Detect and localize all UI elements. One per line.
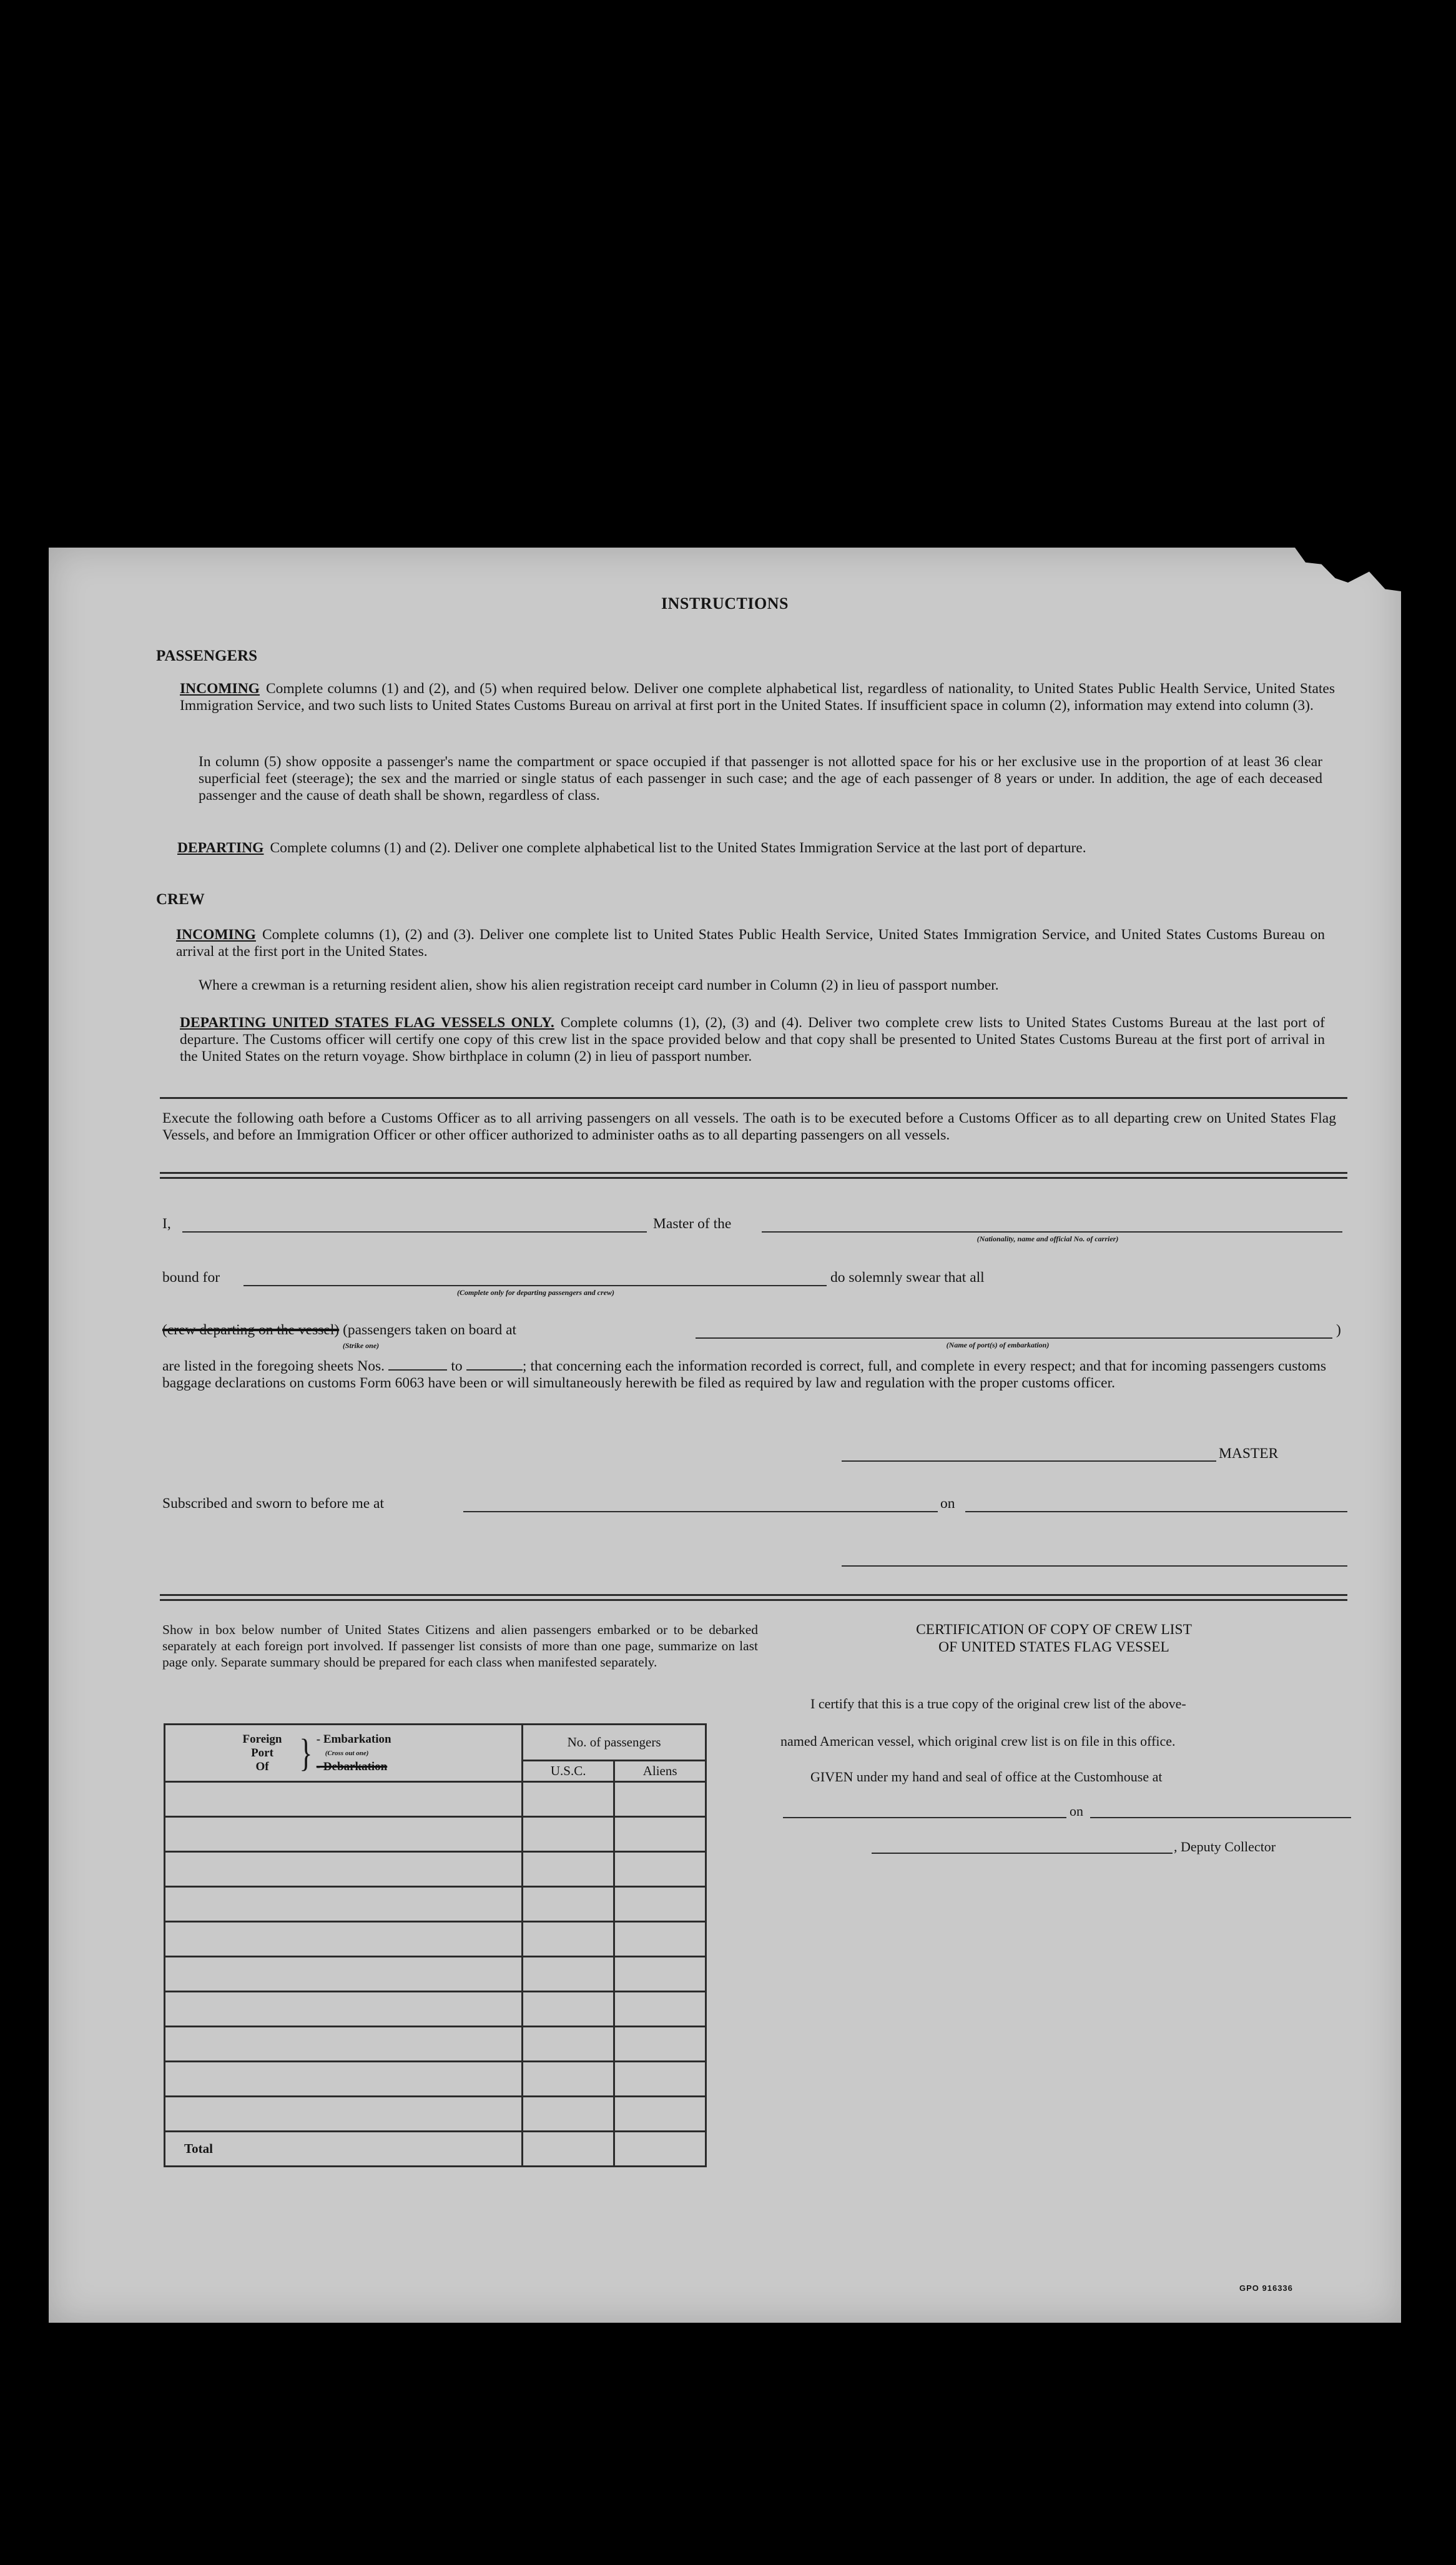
usc-header: U.S.C. xyxy=(523,1761,614,1782)
passengers-departing xyxy=(177,840,1326,857)
foreign-label: Foreign xyxy=(242,1732,282,1746)
oath-instructions: Execute the following oath before a Customs Officer as to all arriving passengers on all vessels. The oath is to be executed before a Customs Officer as to all departing crew on United States Flag Vessels, and before an Immigration Officer or other officer authorized to administer oaths as to all departing passengers on all vessels. xyxy=(162,1110,1336,1143)
aliens-cell[interactable] xyxy=(614,1887,706,1922)
port-cell[interactable] xyxy=(165,1782,523,1817)
strike-one-caption: (Strike one) xyxy=(342,1341,380,1350)
usc-cell[interactable] xyxy=(523,1782,614,1817)
sheets-statement xyxy=(162,1358,1326,1392)
bound-for-caption: (Complete only for departing passengers and crew) xyxy=(457,1288,614,1297)
usc-total-cell[interactable] xyxy=(523,2132,614,2167)
port-cell[interactable] xyxy=(165,1957,523,1992)
crew-resident-note: Where a crewman is a returning resident alien, show his alien registration receipt card number in Column (2) in lieu of passport number. xyxy=(199,977,999,993)
swear-text: do solemnly swear that all xyxy=(830,1269,985,1286)
port-cell[interactable] xyxy=(165,1817,523,1852)
close-paren: ) xyxy=(1336,1322,1341,1338)
certify-line-1: I certify that this is a true copy of the original crew list of the above- xyxy=(810,1696,1186,1711)
crew-departing xyxy=(180,1015,1325,1065)
aliens-cell[interactable] xyxy=(614,1922,706,1957)
port-cell[interactable] xyxy=(165,1922,523,1957)
divider xyxy=(160,1599,1347,1601)
instructions-sheet xyxy=(49,548,1401,2323)
sworn-place-field[interactable] xyxy=(463,1511,938,1512)
passengers-departing-text: Complete columns (1) and (2). Deliver one complete alphabetical list to the United States Immigration Service at the last port of departure. xyxy=(270,840,1086,856)
certification-heading-2: OF UNITED STATES FLAG VESSEL xyxy=(938,1639,1169,1655)
torn-corner xyxy=(1295,548,1401,591)
passengers-incoming xyxy=(180,681,1335,714)
deputy-collector-label: , Deputy Collector xyxy=(1174,1839,1276,1854)
embarkation-label: - Embarkation xyxy=(316,1732,391,1746)
aliens-cell[interactable] xyxy=(614,1992,706,2027)
table-row xyxy=(165,1817,706,1852)
brace-glyph: } xyxy=(299,1731,313,1775)
master-name-field[interactable] xyxy=(182,1231,647,1233)
port-cell[interactable] xyxy=(165,1887,523,1922)
table-row xyxy=(165,2097,706,2132)
usc-cell[interactable] xyxy=(523,1992,614,2027)
crew-departing-text: Complete columns (1), (2), (3) and (4). Deliver two complete crew lists to United States Customs Bureau at the last port of departure. The Customs officer will certify one copy of this crew list in the space provided below and that copy shall be presented to United States Customs Bureau at the first port of arrival in the United States on the return voyage. Show birthplace in column (2) in lieu of passport number. xyxy=(180,1015,1325,1065)
table-row xyxy=(165,1992,706,2027)
sheets-statement-text: ; that concerning each the information recorded is correct, full, and complete in every respect; and that for incoming passengers customs baggage declarations on customs Form 6063 have been or will simultaneously herewith be filed as required by law and regulation with the proper customs officer. xyxy=(162,1358,1327,1391)
aliens-cell[interactable] xyxy=(614,1782,706,1817)
table-row xyxy=(165,2062,706,2097)
passengers-column5-note: In column (5) show opposite a passenger's name the compartment or space occupied if that passenger is not allotted space for his or her exclusive use in the proportion of at least 36 clear superficial feet (steerage); the sex and the married or single status of each passenger in such case; and the age of each passenger of 8 years or under. In addition, the age of each deceased passenger and the cause of death shall be shown, regardless of class. xyxy=(199,754,1322,804)
port-cell[interactable] xyxy=(165,2062,523,2097)
passengers-taken-label: (passengers taken on board at xyxy=(343,1322,517,1338)
port-cell[interactable] xyxy=(165,2097,523,2132)
embarkation-port-caption: (Name of port(s) of embarkation) xyxy=(946,1341,1050,1349)
table-row xyxy=(165,1782,706,1817)
sheets-label: are listed in the foregoing sheets Nos. xyxy=(162,1358,385,1374)
usc-cell[interactable] xyxy=(523,1852,614,1887)
officer-signature-field[interactable] xyxy=(842,1565,1347,1567)
deputy-signature-field[interactable] xyxy=(872,1853,1173,1854)
port-header xyxy=(165,1725,523,1782)
table-row xyxy=(165,1887,706,1922)
divider xyxy=(160,1097,1347,1099)
port-label: Port xyxy=(251,1746,273,1760)
divider xyxy=(160,1594,1347,1596)
crew-departing-struck: (crew departing on the vessel) xyxy=(162,1322,340,1338)
usc-cell[interactable] xyxy=(523,1922,614,1957)
total-label: Total xyxy=(165,2132,523,2167)
divider xyxy=(160,1177,1347,1179)
sheet-from-field[interactable] xyxy=(388,1358,447,1371)
aliens-cell[interactable] xyxy=(614,1817,706,1852)
customhouse-field[interactable] xyxy=(783,1817,1066,1818)
bound-for-field[interactable] xyxy=(243,1285,827,1286)
certify-line-3: GIVEN under my hand and seal of office at the Customhouse at xyxy=(810,1769,1163,1785)
summary-instructions: Show in box below number of United States Citizens and alien passengers embarked or to be debarked separately at each foreign port involved. If passenger list consists of more than one page, summarize on last page only. Separate summary should be prepared for each class when manifested separately. xyxy=(162,1622,758,1670)
embarkation-port-field[interactable] xyxy=(696,1337,1332,1339)
crew-departing-label: DEPARTING UNITED STATES FLAG VESSELS ONLY. xyxy=(180,1015,554,1031)
master-of-the-label: Master of the xyxy=(653,1216,732,1232)
no-passengers-header: No. of passengers xyxy=(523,1725,706,1761)
table-row xyxy=(165,1852,706,1887)
aliens-cell[interactable] xyxy=(614,2097,706,2132)
passenger-summary-table xyxy=(164,1723,707,2167)
usc-cell[interactable] xyxy=(523,1887,614,1922)
certify-line-2: named American vessel, which original crew list is on file in this office. xyxy=(780,1733,1176,1749)
oath-i-label: I, xyxy=(162,1216,171,1232)
sworn-date-field[interactable] xyxy=(965,1511,1347,1512)
crew-incoming-text: Complete columns (1), (2) and (3). Deliver one complete list to United States Public Health Service, United States Immigration Service, and United States Customs Bureau on arrival at the first port in the United States. xyxy=(176,927,1325,960)
sworn-on-label: on xyxy=(940,1495,955,1512)
aliens-total-cell[interactable] xyxy=(614,2132,706,2167)
aliens-cell[interactable] xyxy=(614,1852,706,1887)
port-cell[interactable] xyxy=(165,2027,523,2062)
bound-for-label: bound for xyxy=(162,1269,220,1286)
table-row xyxy=(165,2027,706,2062)
passengers-heading: PASSENGERS xyxy=(156,647,258,664)
cross-out-note: (Cross out one) xyxy=(325,1749,369,1757)
certification-on-label: on xyxy=(1070,1803,1083,1819)
passengers-departing-label: DEPARTING xyxy=(177,840,264,856)
aliens-header: Aliens xyxy=(614,1761,706,1782)
aliens-cell[interactable] xyxy=(614,2062,706,2097)
master-signature-field[interactable] xyxy=(842,1460,1216,1462)
usc-cell[interactable] xyxy=(523,2062,614,2097)
debarkation-label: - Debarkation xyxy=(316,1760,388,1773)
carrier-field[interactable] xyxy=(762,1231,1342,1233)
aliens-cell[interactable] xyxy=(614,1957,706,1992)
usc-cell[interactable] xyxy=(523,1817,614,1852)
sheets-to-label: to xyxy=(451,1358,463,1374)
crew-incoming-label: INCOMING xyxy=(176,927,256,943)
carrier-caption: (Nationality, name and official No. of carrier) xyxy=(976,1234,1119,1243)
usc-cell[interactable] xyxy=(523,2027,614,2062)
page-title: INSTRUCTIONS xyxy=(661,594,789,613)
aliens-cell[interactable] xyxy=(614,2027,706,2062)
master-label: MASTER xyxy=(1219,1445,1279,1462)
sheet-to-field[interactable] xyxy=(466,1358,523,1371)
usc-cell[interactable] xyxy=(523,2097,614,2132)
passengers-incoming-text: Complete columns (1) and (2), and (5) when required below. Deliver one complete alphabetical list, regardless of nationality, to United States Public Health Service, United States Immigration Service, and two such lists to United States Customs Bureau on arrival at first port in the United States. If insufficient space in column (2), information may extend into column (3). xyxy=(180,681,1335,714)
table-row xyxy=(165,1957,706,1992)
crew-incoming xyxy=(176,927,1325,960)
gpo-stamp: GPO 916336 xyxy=(1239,2283,1293,2293)
table-row xyxy=(165,1922,706,1957)
subscribed-label: Subscribed and sworn to before me at xyxy=(162,1495,385,1512)
of-label: Of xyxy=(255,1760,269,1773)
divider xyxy=(160,1172,1347,1174)
crew-passengers-choice xyxy=(162,1322,516,1339)
passengers-incoming-label: INCOMING xyxy=(180,681,260,697)
crew-heading: CREW xyxy=(156,891,205,908)
port-cell[interactable] xyxy=(165,1852,523,1887)
total-row xyxy=(165,2132,706,2167)
certification-date-field[interactable] xyxy=(1090,1817,1351,1818)
certification-heading-1: CERTIFICATION OF COPY OF CREW LIST xyxy=(916,1622,1192,1638)
usc-cell[interactable] xyxy=(523,1957,614,1992)
port-cell[interactable] xyxy=(165,1992,523,2027)
